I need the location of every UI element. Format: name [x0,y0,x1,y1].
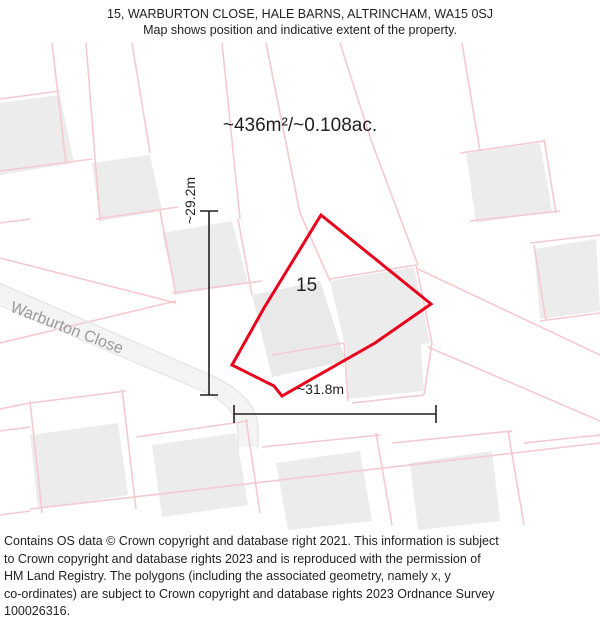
dimension-label-horizontal: ~31.8m [297,381,345,397]
page-subtitle: Map shows position and indicative extent of the property. [143,23,457,37]
page-title: 15, WARBURTON CLOSE, HALE BARNS, ALTRINCHAM, WA15 0SJ [107,7,493,21]
footer-line-5: 100026316. [4,604,71,618]
page-header [0,0,600,38]
dimension-label-vertical: ~29.2m [182,176,198,224]
street-label-warburton-close: Warburton Close [7,299,126,358]
footer-divider [0,530,600,531]
footer-line-4: co-ordinates) are subject to Crown copyright and database rights 2023 Ordnance Survey [4,586,495,601]
footer-line-1: Contains OS data © Crown copyright and database right 2021. This information is subject [4,534,499,548]
plot-number-label: 15 [296,275,318,296]
footer-line-2: to Crown copyright and database rights 2023 and is reproduced with the permission of [4,551,481,566]
copyright-footer [0,533,600,621]
area-measurement-label: ~436m²/~0.108ac. [222,115,378,136]
footer-line-3: HM Land Registry. The polygons (including the associated geometry, namely x, y [4,569,451,583]
